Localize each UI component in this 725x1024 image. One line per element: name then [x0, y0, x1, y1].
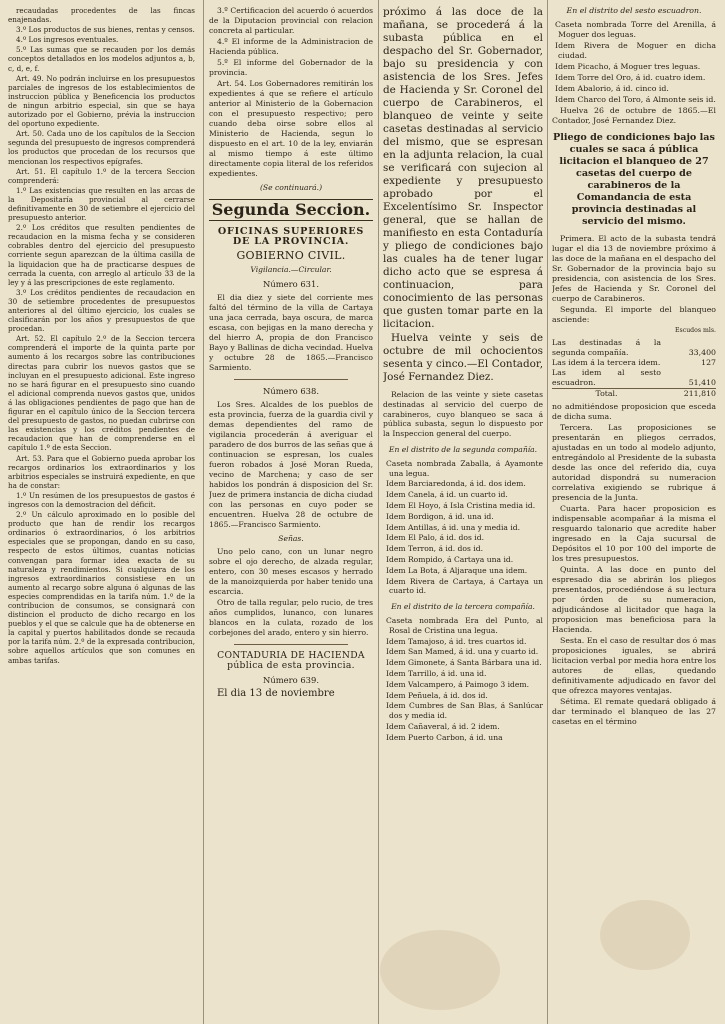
condicion-quinta: Quinta. A las doce en punto del espresado dia se abrirán los pliegos presentados, procediéndose á su lectura por órden de su numeracion, adjudicándose al licitador que haga la proposicion mas beneficiosa para la Hacienda. [552, 565, 716, 634]
caseta-item: Idem El Palo, á id. dos id. [386, 533, 484, 543]
caseta-item: Caseta nombrada Zaballa, á Ayamonte una legua. [386, 458, 543, 478]
column-rule [203, 0, 204, 1024]
importe-row [552, 368, 716, 389]
condicion-septima: Sétima. El remate quedará obligado á dar terminado el blanqueo de las 27 casetas en el término [552, 697, 716, 726]
importe-row [552, 338, 716, 358]
importe-table [552, 338, 716, 399]
caseta-item: Idem Abalorio, á id. cinco id. [555, 84, 669, 93]
caseta-item: Idem Valcampero, á Paimogo 3 idem. [386, 679, 530, 689]
distrito-6-title: En el distrito del sesto escuadron. [566, 6, 702, 15]
column-rule [547, 0, 548, 1024]
caseta-item: Idem Charco del Toro, á Almonte seis id. [555, 95, 716, 104]
condicion-primera: Primera. El acto de la subasta tendrá lugar el dia 13 de noviembre próximo á las doce de la mañana en el despacho del Sr. Gobernador de la provincia bajo su presidencia, con asistencia de los Sres. Jefes de Hacienda y Sr. Coronel del cuerpo de Carabineros. [552, 234, 716, 303]
caseta-item: Idem Rivera de Moguer en dicha ciudad. [555, 41, 716, 60]
divider [234, 379, 349, 380]
distrito-3-title: En el distrito de la tercera compañía. [391, 602, 535, 612]
caseta-item: Idem Gimonete, á Santa Bárbara una id. [386, 658, 542, 668]
regulation-paragraph: 1.º Un resúmen de los presupuestos de gastos é ingresos con la demostracion del déficit. [8, 490, 195, 509]
caseta-item: Idem Antillas, á id. una y media id. [386, 522, 521, 532]
column-2 [209, 6, 373, 1016]
subasta-firma: Huelva veinte y seis de octubre de mil ochocientos sesenta y cinco.—El Contador, José Fernandez Diez. [383, 332, 543, 383]
caseta-item: Idem Peñuela, á id. dos id. [386, 690, 488, 700]
caseta-item: Idem La Bota, á Aljaraque una idem. [386, 565, 528, 575]
regulation-paragraph: 1.º Las existencias que resulten en las arcas de la Depositaría provincial al cerrarse definitivamente en 30 de setiembre el ejercicio del presupuesto anterior. [8, 185, 195, 223]
oficinas-heading: OFICINAS SUPERIORES DE LA PROVINCIA. [217, 226, 365, 247]
regulation-paragraph: 5.º Las sumas que se recauden por los demás conceptos detallados en los modelos adjuntos a, b, c, d, e, f. [8, 45, 195, 73]
caseta-item: Idem Picacho, á Moguer tres leguas. [555, 62, 701, 71]
senas-2: Otro de talla regular, pelo rucio, de tres años cumplidos, lunanco, con lunares blancos en la culata, rozado de los corbejones del arado, entero y sin hierro. [209, 598, 373, 637]
distrito-2-list [383, 459, 543, 596]
importe-amount: 51,410 [688, 378, 716, 387]
importe-amount: 33,400 [688, 348, 716, 357]
caseta-item: Caseta nombrada Torre del Arenilla, á Moguer dos leguas. [555, 20, 716, 39]
caseta-item: Idem Puerto Carbon, á id. una [386, 732, 503, 742]
relacion-intro: Relacion de las veinte y siete casetas destinadas al servicio del cuerpo de carabineros, cuyo blanqueo se saca á pública subasta, segun lo dispuesto por la Inspeccion general del cuerpo. [383, 390, 543, 439]
regulation-paragraph: Art. 49. No podrán incluirse en los presupuestos parciales de ingresos de los establecimientos de instruccion pública y Beneficencia los productos de ningun arbitrio especial, sin que se haya autorizado por el Gobierno, prévia la instruccion del oportuno expediente. [8, 73, 195, 129]
caseta-item: Idem Tarrillo, á id. una id. [386, 668, 487, 678]
regulation-paragraph: Art. 52. El capítulo 2.º de la Seccion tercera comprenderá el importe de la quinta parte por aumento á los recargos sobre las contribuciones directas para cubrir los nuevos gastos que se incluyan en el presupuesto adicional. Este ingreso no se hará figurar en el presupuesto sino cuando el adicional comprenda nuevos gastos que, unidos á las obligaciones pendientes de pago que han de figurar en el capítulo único de la Seccion tercera del presupuesto de gastos, no puedan cubrirse con las existencias y los créditos pendientes de recaudacion que han de comprenderse en el capítulo 1.º de esta Seccion. [8, 334, 195, 453]
total-row [552, 389, 716, 400]
caseta-item: Idem Rivera de Cartaya, á Cartaya un cuarto id. [386, 576, 543, 596]
importe-label: Las idem á la tercera idem. [552, 358, 661, 367]
regulation-paragraph: 4.º El informe de la Administracion de Hacienda pública. [209, 37, 373, 56]
caseta-item: Idem Tamajoso, á id. tres cuartos id. [386, 636, 527, 646]
regulation-paragraph: Art. 51. El capítulo 1.º de la tercera Seccion comprenderá: [8, 166, 195, 185]
contaduria-heading: CONTADURIA DE HACIENDA pública de esta provincia. [217, 650, 365, 671]
column-4 [552, 6, 716, 1016]
distrito-2-title: En el distrito de la segunda compañía. [388, 444, 538, 454]
total-amount: 211,810 [661, 389, 716, 400]
caseta-item: Idem Barciaredonda, á id. dos idem. [386, 479, 526, 489]
regulation-paragraph: 2.º Los créditos que resulten pendientes de recaudacion en la misma fecha y se consideren cobrables dentro del ejercicio del presupuesto corriente segun aparezcan de la última casilla de la liquidacion que ha de practicarse despues de cerrada la cuenta, con arreglo al artículo 33 de la ley y á las prescripciones de este reglamento. [8, 223, 195, 287]
condicion-cuarta: Cuarta. Para hacer proposicion es indispensable acompañar á la misma el resguardo talonario que acredite haber ingresado en la Caja sucursal de Depósitos el 10 por 100 del importe de los tres presupuestos. [552, 504, 716, 563]
caseta-item: Idem Rompido, á Cartaya una id. [386, 554, 514, 564]
caseta-item: Idem Torre del Oro, á id. cuatro idem. [555, 73, 706, 82]
caseta-item: Idem Canela, á id. un cuarto id. [386, 490, 508, 500]
importe-row [552, 358, 716, 368]
regulation-paragraph: Art. 53. Para que el Gobierno pueda aprobar los recargos ordinarios los extraordinarios y los arbitrios especiales se instruirá expediente, en que ha de constar: [8, 453, 195, 490]
caseta-item: Idem Bordigon, á id. una id. [386, 511, 494, 521]
importe-label: Las idem al sesto escuadron. [552, 368, 661, 387]
condicion-sexta: Sesta. En el caso de resultar dos ó mas proposiciones iguales, se abrirá licitacion verbal por media hora entre los autores de ellas, quedando definitivamente adjudicado en favor del que ofrezca mayores ventajas. [552, 636, 716, 695]
tras-tabla: no admitiéndose proposicion que esceda de dicha suma. [552, 402, 716, 421]
section-title: Segunda Seccion. [209, 199, 373, 221]
subasta-announcement: próximo á las doce de la mañana, se procederá á la subasta pública en el despacho del Sr. Gobernador, bajo su presidencia y con asistencia de los Sres. Jefes de Hacienda y Sr. Coronel del cuerpo de Carabineros, el blanqueo de veinte y seite casetas destinadas al servicio del mismo, que se espresan en la adjunta relacion, la cual se verificará con sujecion al expediente y presupuesto aprobado por el Excelentísimo Sr. Inspector general, que se hallan de manifiesto en esta Contaduría y pliego de condiciones bajo las cuales ha de tener lugar dicho acto que se espresa á continuacion, para conocimiento de las personas que gusten tomar parte en la licitacion. [383, 6, 543, 330]
distrito-6-list [552, 20, 716, 105]
caseta-item: Idem Terron, á id. dos id. [386, 544, 483, 554]
column-3 [383, 6, 543, 1016]
regulation-paragraph: 2.º Un cálculo aproximado en lo posible del producto que han de rendir los recargos ordinarios ó extraordinarios, ó los arbitrios especiales que se propongan, dando en su caso, respecto de estos últimos, cuantas noticias convengan para formar idea exacta de su naturaleza y rendimientos. Si cualquiera de los ingresos extraordinarios consistiese en un aumento al recargo sobre alguna ó algunas de las especies comprendidas en la tarifa núm. 1.º de la contribucion de consumos, se consignará con distincion el producto de dicho recargo en los pueblos y el que se calcule que ha de obtenerse en la capital y puertos habilitados donde se recauda por la tarifa núm. 2.º de la expresada contribucion, sobre aquellos artículos que son comunes en ambas tarifas. [8, 510, 195, 665]
vigilancia-heading: Vigilancia.—Circular. [250, 265, 332, 274]
regulation-paragraph: 3.º Los créditos pendientes de recaudacion en 30 de setiembre procedentes de presupuestos anteriores al del último ejercicio, los cuales se clasificarán por los años y presupuestos de que procedan. [8, 287, 195, 334]
importe-amount: 127 [701, 358, 716, 367]
importe-label: Las destinadas á la segunda compañía. [552, 338, 661, 357]
caseta-item: Idem San Mamed, á id. una y cuarto id. [386, 647, 539, 657]
divider [234, 644, 349, 645]
regulation-paragraph: Art. 54. Los Gobernadores remitirán los expedientes á que se refiere el artículo anterior al Ministerio de la Gobernacion con el presupuesto respectivo; pero cuando deba oirse sobre ellos al Ministerio de Hacienda, segun lo dispuesto en el art. 10 de la ley, enviarán al mismo tiempo á este último directamente copia literal de los referidos expedientes. [209, 79, 373, 178]
distrito-3-list [383, 616, 543, 743]
caseta-item: Caseta nombrada Era del Punto, al Rosal de Cristina una legua. [386, 615, 543, 635]
contador-firma: Huelva 26 de octubre de 1865.—El Contador, José Fernandez Diez. [552, 106, 716, 125]
regulation-paragraph: recaudadas procedentes de las fincas enajenadas. [8, 6, 195, 25]
regulation-paragraph: 5.º El informe del Gobernador de la provincia. [209, 58, 373, 77]
continuara-note: (Se continuará.) [259, 183, 323, 192]
pliego-title: Pliego de condiciones bajo las cuales se saca á pública licitacion el blanqueo de 27 casetas del cuerpo de carabineros de la Comandancia de esta provincia destinadas al servicio del mismo. [553, 132, 715, 227]
relacion-casetas [383, 390, 543, 743]
gobierno-heading: GOBIERNO CIVIL. [236, 249, 346, 262]
notice-631: El dia diez y siete del corriente mes faltó del término de la villa de Cartaya una jaca cerrada, baya oscura, de marca escasa, con bejigas en la mano derecha y del hierro A, propia de don Francisco Bayo y Ballinas de dicha vecindad. Huelva y octubre 28 de 1865.—Francisco Sarmiento. [209, 293, 373, 372]
regulation-paragraph: 4.º Los ingresos eventuales. [16, 35, 119, 45]
notice-639-start: El dia 13 de noviembre [217, 688, 335, 699]
total-label: Total. [552, 389, 661, 400]
regulation-paragraph: 3.º Los productos de sus bienes, rentas y censos. [16, 25, 195, 35]
senas-1: Uno pelo cano, con un lunar negro sobre el ojo derecho, de alzada regular, entero, con 30 meses escasos y herrado de la manoizquierda por haber tenido una escarcia. [209, 547, 373, 596]
senas-heading: Señas. [278, 534, 304, 543]
caseta-item: Idem Cañaveral, á id. 2 idem. [386, 721, 500, 731]
numero-631: Número 631. [263, 279, 319, 289]
regulation-paragraph: 3.º Certificacion del acuerdo ó acuerdos de la Diputacion provincial con relacion concreta al particular. [209, 6, 373, 35]
numero-638: Número 638. [263, 386, 319, 396]
regulation-continuation [209, 6, 373, 179]
regulation-paragraph: Art. 50. Cada uno de los capítulos de la Seccion segunda del presupuesto de ingresos comprenderá los productos que procedan de los recursos que mencionan los respectivos epígrafes. [8, 129, 195, 166]
column-1 [8, 6, 195, 1016]
numero-639: Número 639. [263, 675, 319, 685]
caseta-item: Idem El Hoyo, á Isla Cristina media id. [386, 500, 536, 510]
condicion-tercera: Tercera. Las proposiciones se presentarán en pliegos cerrados, ajustadas en un todo al modelo adjunto, entregándolo al Presidente de la subasta desde las once del referido dia, cuya autoridad dispondrá su numeracion correlativa exigiendo se rubrique á presencia de la Junta. [552, 423, 716, 502]
notice-638: Los Sres. Alcaldes de los pueblos de esta provincia, fuerza de la guardia civil y demas dependientes del ramo de vigilancia procederán á averiguar el paradero de dos burros de las señas que á continuacion se espresan, los cuales fueron robados á José Moran Rueda, vecino de Marchena; y caso de ser habidos los pondrán á disposicion del Sr. Juez de primera instancia de dicha ciudad con las personas en cuyo poder se encuentren. Huelva 28 de octubre de 1865.—Francisco Sarmiento. [209, 400, 373, 529]
unit-label: Escudos mls. [675, 327, 716, 334]
condicion-segunda: Segunda. El importe del blanqueo asciende: [552, 305, 716, 324]
caseta-item: Idem Cumbres de San Blas, á Sanlúcar dos y media id. [386, 701, 543, 721]
column-rule [378, 0, 379, 1024]
